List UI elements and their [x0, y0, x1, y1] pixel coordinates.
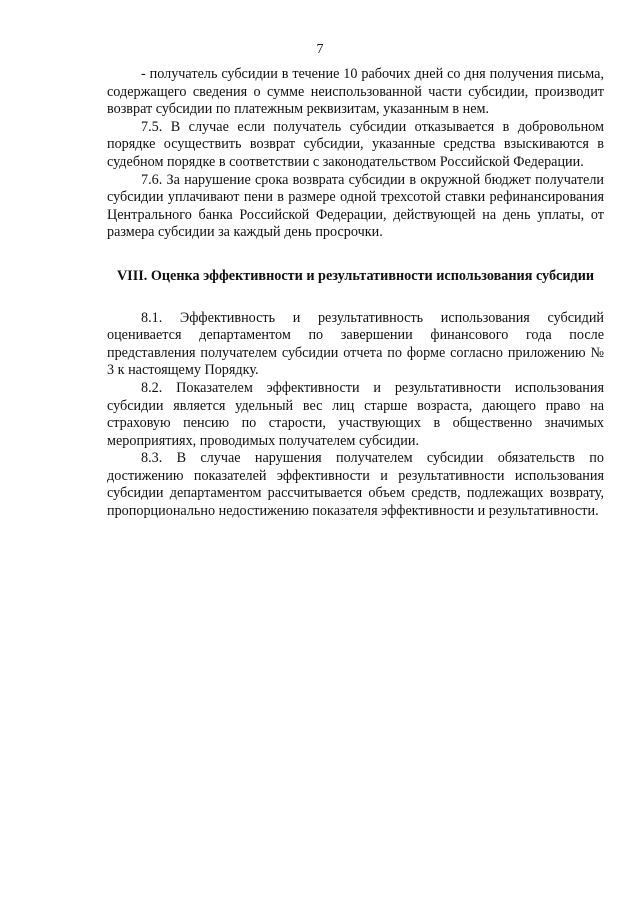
paragraph-return-procedure: - получатель субсидии в течение 10 рабочих дней со дня получения письма, содержащего сведения о сумме неиспользованной части субсидии, производит возврат субсидии по платежным реквизитам, указанным в нем. [107, 66, 604, 118]
paragraph-8-2: 8.2. Показателем эффективности и результативности использования субсидии является удельный вес лиц старше возраста, дающего право на страховую пенсию по старости, участвующих в общественно значимых мероприятиях, проводимых получателем субсидии. [107, 379, 604, 449]
paragraph-8-3: 8.3. В случае нарушения получателем субсидии обязательств по достижению показателей эффективности и результативности использования субсидии департаментом рассчитывается объем средств, подлежащих возврату, пропорционально недостижению показателя эффективности и результативности. [107, 450, 604, 520]
document-body [107, 66, 604, 521]
paragraph-7-5: 7.5. В случае если получатель субсидии отказывается в добровольном порядке осуществить возврат субсидии, указанные средства взыскиваются в судебном порядке в соответствии с законодательством Российской Федерации. [107, 118, 604, 170]
paragraph-8-1: 8.1. Эффективность и результативность использования субсидий оценивается департаментом по завершении финансового года после представления получателем субсидии отчета по форме согласно приложению № 3 к настоящему Порядку. [107, 309, 604, 379]
paragraph-7-6: 7.6. За нарушение срока возврата субсидии в окружной бюджет получатели субсидии уплачивают пени в размере одной трехсотой ставки рефинансирования Центрального банка Российской Федерации, действующей на день уплаты, от размера субсидии за каждый день просрочки. [107, 171, 604, 241]
page-number: 7 [316, 42, 324, 57]
section-heading-viii: VIII. Оценка эффективности и результативности использования субсидии [116, 267, 595, 284]
